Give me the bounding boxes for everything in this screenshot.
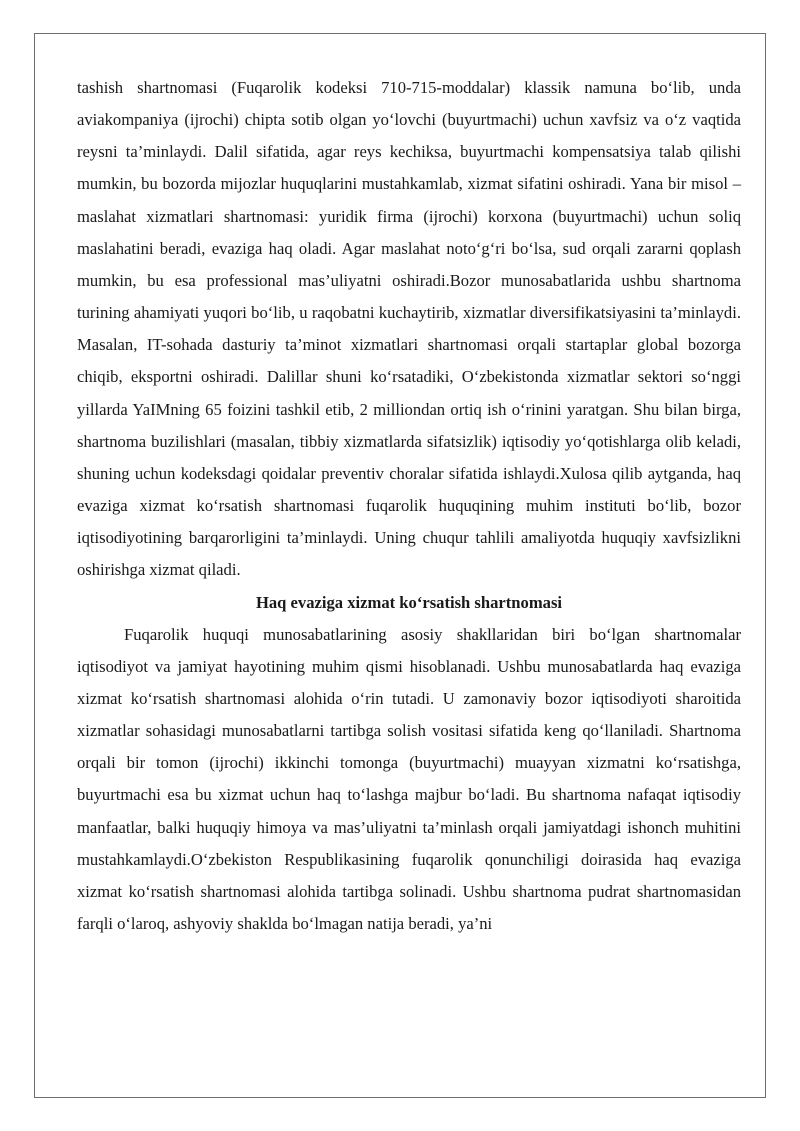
document-body [77, 72, 741, 940]
paragraph-intro: Fuqarolik huquqi munosabatlarining asosiy shakllaridan biri bo‘lgan shartnomalar iqtisodiyot va jamiyat hayotining muhim qismi hisoblanadi. Ushbu munosabatlarda haq evaziga xizmat ko‘rsatish shartnomasi alohida o‘rin tutadi. U zamonaviy bozor iqtisodiyoti sharoitida xizmatlar sohasidagi munosabatlarni tartibga solish vositasi sifatida keng qo‘llaniladi. Shartnoma orqali bir tomon (ijrochi) ikkinchi tomonga (buyurtmachi) muayyan xizmatni ko‘rsatishga, buyurtmachi esa bu xizmat uchun haq to‘lashga majbur bo‘ladi. Bu shartnoma nafaqat iqtisodiy manfaatlar, balki huquqiy himoya va mas’uliyatni ta’minlash orqali jamiyatdagi ishonch muhitini mustahkamlaydi.O‘zbekiston Respublikasining fuqarolik qonunchiligi doirasida haq evaziga xizmat ko‘rsatish shartnomasi alohida tartibga solinadi. Ushbu shartnoma pudrat shartnomasidan farqli o‘laroq, ashyoviy shaklda bo‘lmagan natija beradi, ya’ni [77, 624, 741, 934]
section-heading: Haq evaziga xizmat ko‘rsatish shartnomasi [255, 592, 563, 612]
paragraph-continuation: tashish shartnomasi (Fuqarolik kodeksi 710-715-moddalar) klassik namuna bo‘lib, unda aviakompaniya (ijrochi) chipta sotib olgan yo‘lovchi (buyurtmachi) uchun xavfsiz va o‘z vaqtida reysni ta’minlaydi. Dalil sifatida, agar reys kechiksa, buyurtmachi kompensatsiya talab qilishi mumkin, bu bozorda mijozlar huquqlarini mustahkamlab, xizmat sifatini oshiradi. Yana bir misol – maslahat xizmatlari shartnomasi: yuridik firma (ijrochi) korxona (buyurtmachi) uchun soliq maslahatini beradi, evaziga haq oladi. Agar maslahat noto‘g‘ri bo‘lsa, sud orqali zararni qoplash mumkin, bu esa professional mas’uliyatni oshiradi.Bozor munosabatlarida ushbu shartnoma turining ahamiyati yuqori bo‘lib, u raqobatni kuchaytirib, xizmatlar diversifikatsiyasini ta’minlaydi. Masalan, IT-sohada dasturiy ta’minot xizmatlari shartnomasi orqali startaplar global bozorga chiqib, eksportni oshiradi. Dalillar shuni ko‘rsatadiki, O‘zbekistonda xizmatlar sektori so‘nggi yillarda YaIMning 65 foizini tashkil etib, 2 milliondan ortiq ish o‘rinini yaratgan. Shu bilan birga, shartnoma buzilishlari (masalan, tibbiy xizmatlarda sifatsizlik) iqtisodiy yo‘qotishlarga olib keladi, shuning uchun kodeksdagi qoidalar preventiv choralar sifatida ishlaydi.Xulosa qilib aytganda, haq evaziga xizmat ko‘rsatish shartnomasi fuqarolik huquqining muhim instituti bo‘lib, bozor iqtisodiyotining barqarorligini ta’minlaydi. Uning chuqur tahlili amaliyotda huquqiy xavfsizlikni oshirishga xizmat qiladi. [77, 78, 741, 580]
